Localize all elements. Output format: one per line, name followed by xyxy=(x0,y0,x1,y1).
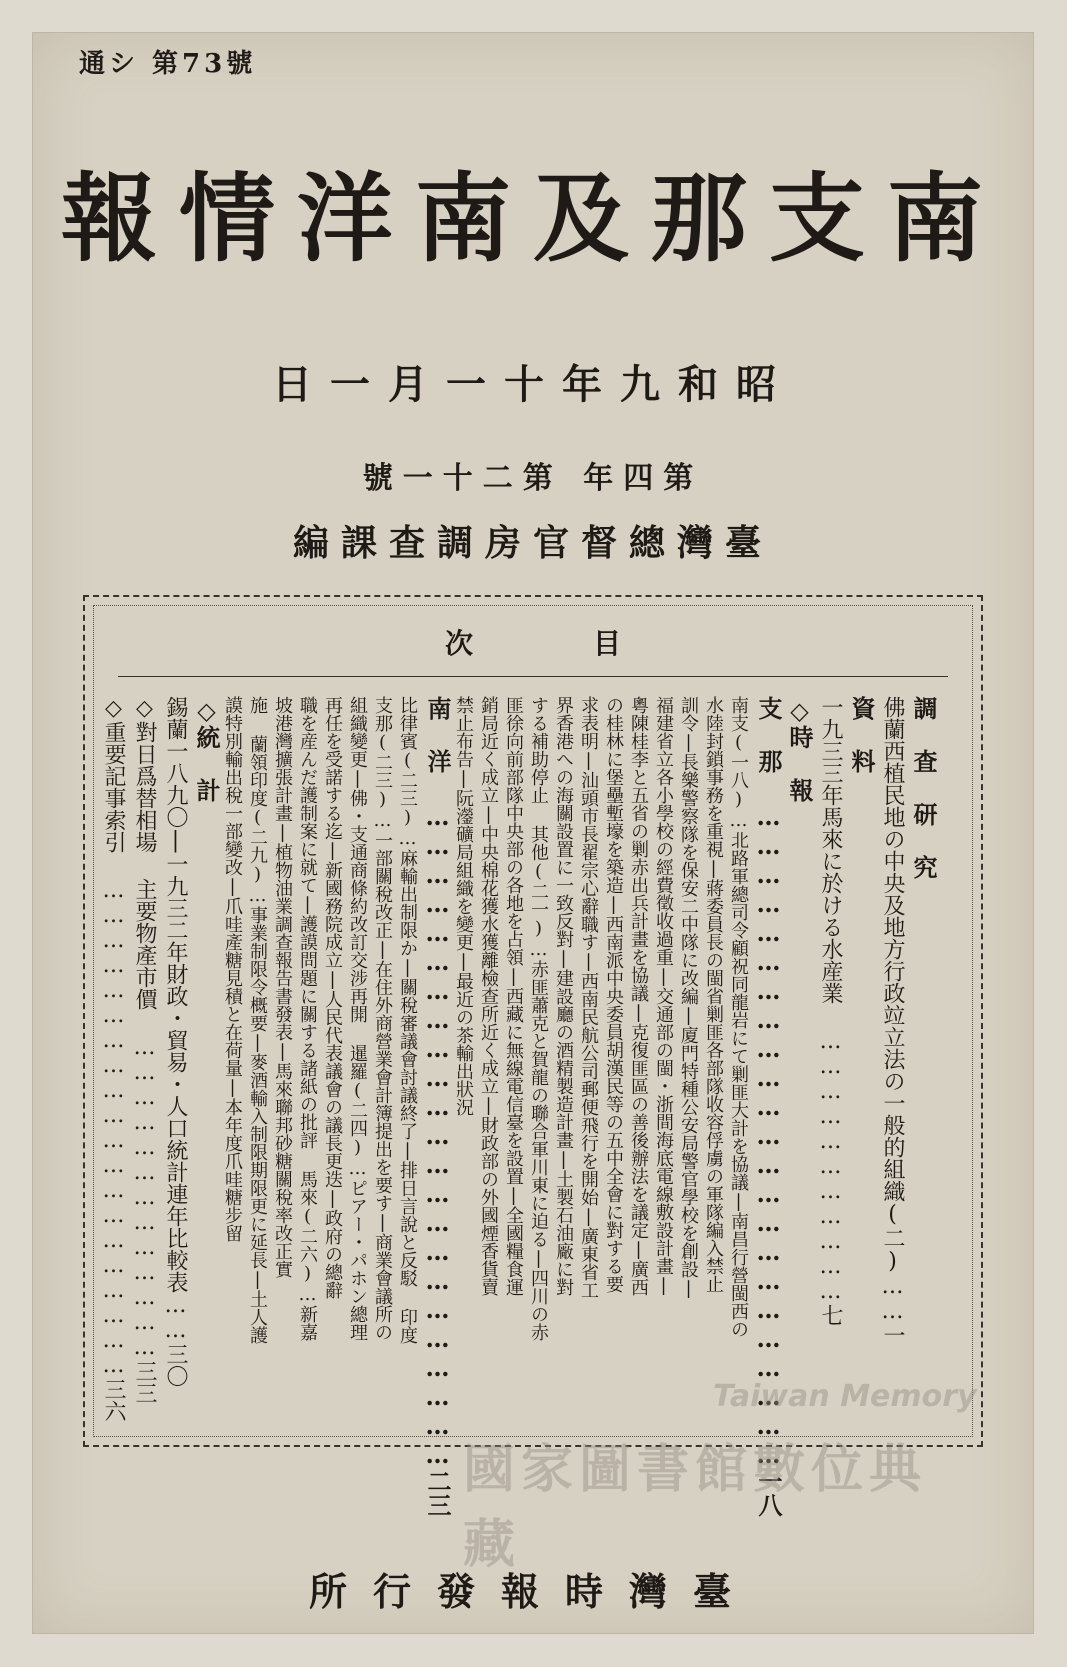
toc-column: 支那(二三)…一部關稅改正|在住外商營業會計簿提出を要す|商業會議所の xyxy=(372,696,393,1341)
toc-column: 禁止布告|阮灐礦局組織を變更|最近の茶輸出狀況 xyxy=(453,696,474,1116)
toc-column: 福建省立各小學校の經費徵收過重|交通部の閩・浙間海底電線敷設計畫| xyxy=(653,696,674,1296)
toc-column: 調 査 研 究 xyxy=(909,696,938,879)
toc-column: 南支(一八)…北路軍總司令顧祝同龍岩にて剿匪大計を協議|南昌行營閩西の xyxy=(728,696,749,1338)
page xyxy=(32,32,1034,1634)
toc-column: 粵陳桂李と五省の剿赤出兵計畫を協議|克復匪區の善後辦法を議定|廣西 xyxy=(628,696,649,1296)
toc-heading: 目次 xyxy=(444,627,741,660)
toc-column: 比律賓(二三)…麻輸出制限か|關稅審議會討議終了|排日言說と反駁 印度 xyxy=(397,696,418,1344)
toc-column: 銷局近く成立|中央棉花獲水獲離檢查所近く成立|財政部の外國煙香貨賣 xyxy=(478,696,499,1296)
volume-number: 第四年 第二十一號 xyxy=(362,461,704,496)
issue-date: 昭和九年十一月一日 xyxy=(272,361,794,408)
toc-column: ◇重要記事索引 ……………………………………………………三六 xyxy=(101,696,126,1422)
issue-number: 通シ 第73號 xyxy=(79,49,257,79)
toc-rule xyxy=(118,676,948,677)
toc-column: の桂林に堡壘塹壕を築造|西南派中央委員胡漢民等の五中全會に對する要 xyxy=(603,696,624,1293)
toc-column: 界香港への海關設置に一致反對|建設廳の酒精製造計畫|土製石油廠に對 xyxy=(553,696,574,1296)
toc-column: ◇統 計 xyxy=(192,696,221,802)
editor-credit: 臺灣總督官房調查課編 xyxy=(292,523,773,564)
toc-column: 謨特別輸出稅一部變改|爪哇產糖見積と在荷量|本年度爪哇糖步留 xyxy=(222,696,243,1242)
watermark-chinese: 國家圖書館數位典藏 xyxy=(463,1439,928,1575)
toc-column: 錫蘭一八九〇|一九三二年財政・貿易・人口統計連年比較表……三〇 xyxy=(163,696,188,1387)
toc-column: 施 蘭領印度(二九)…事業制限令概要|麥酒輸入制限期限更に延長|土人護 xyxy=(247,696,268,1344)
toc-column: 坡港灣擴張計畫|植物油業調查報告書發表|馬來聯邦砂糖關稅率改正實 xyxy=(272,696,293,1278)
toc-column: 南 洋 ……………………………………………………………二三 xyxy=(423,696,452,1517)
toc-column: 匪徐向前部隊中央部の各地を占領|西藏に無線電信臺を設置|全國糧食運 xyxy=(503,696,524,1296)
toc-column: 佛蘭西植民地の中央及地方行政竝立法の一般的組織(二)……一 xyxy=(880,696,905,1346)
toc-column: ◇時 報 xyxy=(785,696,814,802)
toc-column: 資 料 xyxy=(847,696,876,773)
toc-column: する補助停止 其他(二一)…赤匪蕭克と賀龍の聯合軍川東に迫る|四川の赤 xyxy=(528,696,549,1341)
toc-column: 支 那 ……………………………………………………………一八 xyxy=(754,696,783,1517)
toc-column: 再任を受諾する迄|新國務院成立|人民代表議會の議長更迭|政府の總辭 xyxy=(322,696,343,1299)
watermark-english: Taiwan Memory xyxy=(713,1379,977,1414)
toc-column: 水陸封鎖事務を重視|蔣委員長の閩省剿匪各部隊收容俘虜の軍隊編入禁止 xyxy=(703,696,724,1293)
toc-column: ◇對日爲替相場 主要物產市價 …………………………………三三 xyxy=(132,696,157,1404)
toc-column: 職を産んだ護制案に就て|護謨問題に關する諸紙の批評 馬來(二六)…新嘉 xyxy=(297,696,318,1341)
toc-column: 求表明|汕頭市長翟宗心辭職す|西南民航公司郵便飛行を開始|廣東省工 xyxy=(578,696,599,1299)
journal-title: 南支那及南洋情報 xyxy=(61,163,1005,275)
toc-column: 一九三三年馬來に於ける水産業 ……………………………七 xyxy=(818,696,843,1326)
toc-column: 訓令|長樂警察隊を保安二中隊に改編|廈門特種公安局警官學校を創設| xyxy=(678,696,699,1299)
toc-column: 組織變更|佛・支通商條約改訂交涉再開 暹羅(二四)…ピアー・パホン總理 xyxy=(347,696,368,1341)
publisher: 臺灣時報發行所 xyxy=(308,1569,757,1614)
